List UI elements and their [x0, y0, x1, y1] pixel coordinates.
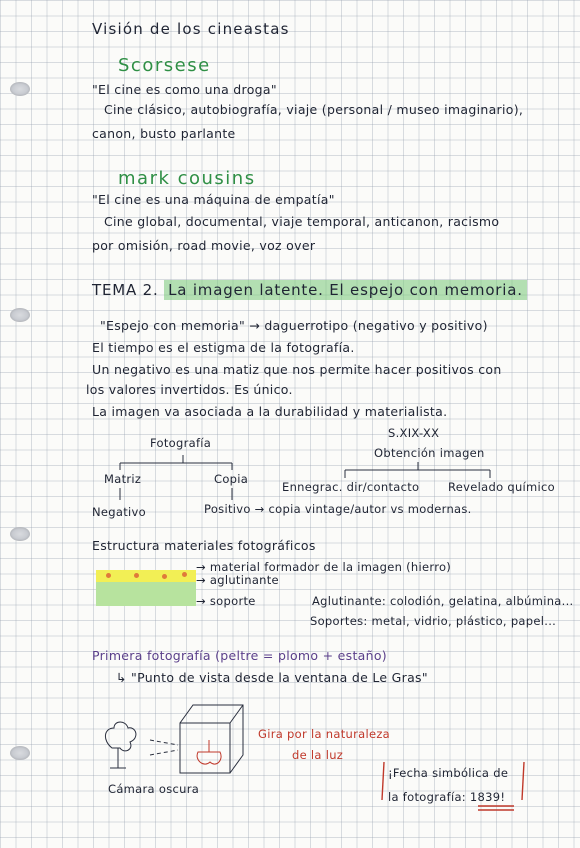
page-title: Visión de los cineastas	[92, 20, 290, 38]
soportes-list: Soportes: metal, vidrio, plástico, papel...	[310, 614, 557, 628]
camara-oscura-label: Cámara oscura	[108, 782, 200, 796]
tema-paragraph: El tiempo es el estigma de la fotografía.	[92, 340, 355, 355]
fecha-simbolica: ¡Fecha simbólica de	[388, 766, 509, 780]
tree-ennegrecimiento: Ennegrac. dir/contacto	[282, 480, 420, 494]
tema-paragraph: los valores invertidos. Es único.	[86, 382, 293, 397]
tema-paragraph: "Espejo con memoria" → daguerrotipo (negativo y positivo)	[100, 318, 488, 333]
estructura-title: Estructura materiales fotográficos	[92, 538, 316, 553]
tema-paragraph: Un negativo es una matiz que nos permite hacer positivos con	[92, 362, 502, 377]
punto-de-vista: ↳ "Punto de vista desde la ventana de Le Gras"	[116, 670, 428, 685]
tree-negativo: Negativo	[92, 505, 146, 519]
tema-number: TEMA 2.	[92, 281, 159, 299]
tree-siglo: S.XIX-XX	[388, 426, 440, 440]
tree-fotografia: Fotografía	[150, 436, 212, 450]
fecha-simbolica: la fotografía: 1839!	[388, 790, 506, 804]
primera-fotografia: Primera fotografía (peltre = plomo + estaño)	[92, 648, 387, 663]
estructura-soporte: → soporte	[196, 594, 256, 608]
scorsese-line: canon, busto parlante	[92, 126, 236, 141]
layer-soporte	[96, 582, 196, 606]
gira-note: de la luz	[292, 748, 344, 762]
estructura-aglutinante: → aglutinante	[196, 573, 279, 587]
tree-matriz: Matriz	[104, 472, 142, 486]
tema-title: La imagen latente. El espejo con memoria.	[164, 280, 527, 300]
cousins-heading: mark cousins	[118, 168, 256, 189]
tree-positivo: Positivo → copia vintage/autor vs modernas.	[204, 502, 472, 516]
scorsese-heading: Scorsese	[118, 55, 211, 76]
scorsese-line: Cine clásico, autobiografía, viaje (personal / museo imaginario),	[104, 102, 524, 117]
scorsese-quote: "El cine es como una droga"	[92, 82, 277, 97]
tema-paragraph: La imagen va asociada a la durabilidad y materialista.	[92, 404, 448, 419]
cousins-quote: "El cine es una máquina de empatía"	[92, 192, 335, 207]
gira-note: Gira por la naturaleza	[258, 727, 391, 741]
aglutinante-list: Aglutinante: colodión, gelatina, albúmina...	[312, 594, 574, 608]
cousins-line: por omisión, road movie, voz over	[92, 238, 316, 253]
tree-copia: Copia	[214, 472, 249, 486]
tree-obtencion: Obtención imagen	[374, 446, 485, 460]
tree-revelado: Revelado químico	[448, 480, 556, 494]
cousins-line: Cine global, documental, viaje temporal, anticanon, racismo	[104, 214, 500, 229]
estructura-material: → material formador de la imagen (hierro)	[196, 560, 452, 574]
layer-material	[96, 570, 196, 582]
